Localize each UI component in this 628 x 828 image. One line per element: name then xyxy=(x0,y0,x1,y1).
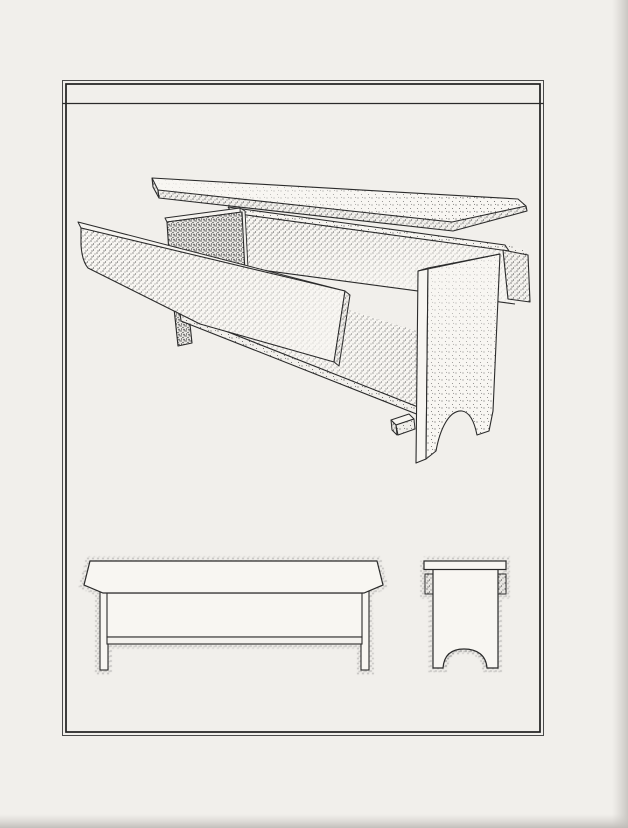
end-seat xyxy=(424,561,506,570)
paper-bottom-edge-shadow xyxy=(0,814,628,828)
end-apron-block-left-stipple xyxy=(425,574,433,594)
front-elevation xyxy=(84,561,383,670)
paper-right-edge-shadow xyxy=(612,0,628,828)
end-apron-block-right-stipple xyxy=(498,574,506,594)
front-lower-rail xyxy=(107,637,362,644)
end-elevation xyxy=(424,561,506,668)
front-seat xyxy=(84,561,383,593)
back-apron-right-end xyxy=(503,250,530,302)
front-apron-panel xyxy=(107,593,362,637)
